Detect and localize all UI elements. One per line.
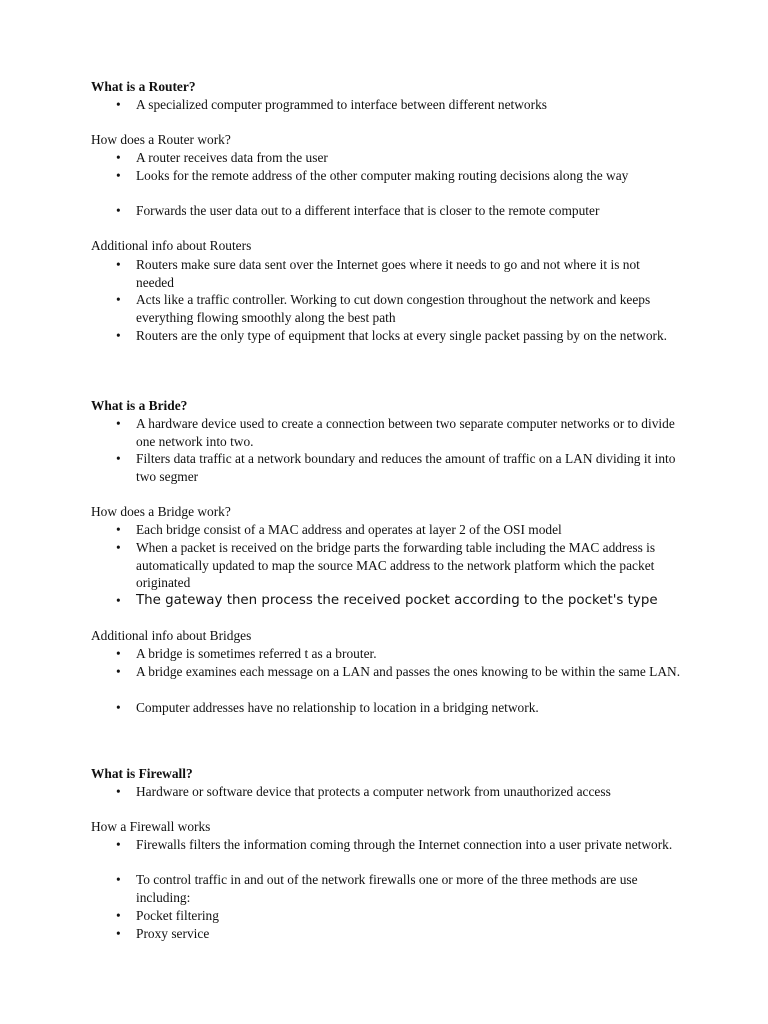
bullet-marker: • (116, 540, 121, 555)
bullet-text: A bridge examines each message on a LAN and passes the ones knowing to be within the same LAN. (136, 664, 681, 679)
bullet-text: Routers are the only type of equipment that locks at every single packet passing by on the network. (136, 328, 668, 343)
bullet-marker: • (116, 257, 121, 272)
bullet-text: Looks for the remote address of the other computer making routing decisions along the way (136, 168, 629, 183)
bullet-text: Firewalls filters the information coming through the Internet connection into a user private network. (136, 837, 673, 852)
bullet-marker: • (116, 203, 121, 218)
bullet-text: Routers make sure data sent over the Internet goes where it needs to go and not where it is not needed (136, 257, 640, 290)
bullet-marker: • (116, 97, 121, 112)
bullet-marker: • (116, 908, 121, 923)
bullet-text: Each bridge consist of a MAC address and operates at layer 2 of the OSI model (136, 522, 562, 537)
bullet-text: Hardware or software device that protects a computer network from unauthorized access (136, 784, 611, 799)
bullet-marker: • (116, 593, 121, 608)
bullet-marker: • (116, 416, 121, 431)
section-heading-bridge-info: Additional info about Bridges (91, 628, 252, 643)
bullet-text: Computer addresses have no relationship to location in a bridging network. (136, 700, 539, 715)
bullet-marker: • (116, 292, 121, 307)
bullet-text: A hardware device used to create a connection between two separate computer networks or to divide one network into two. (136, 416, 675, 449)
bullet-marker: • (116, 784, 121, 799)
bullet-text: A specialized computer programmed to interface between different networks (136, 97, 547, 112)
bullet-marker: • (116, 150, 121, 165)
section-heading-bridge-work: How does a Bridge work? (91, 504, 231, 519)
bullet-marker: • (116, 451, 121, 466)
section-heading-firewall-work: How a Firewall works (91, 819, 211, 834)
bullet-marker: • (116, 328, 121, 343)
bullet-text: Forwards the user data out to a different interface that is closer to the remote computer (136, 203, 600, 218)
bullet-marker: • (116, 522, 121, 537)
section-heading-router: What is a Router? (91, 79, 196, 94)
bullet-text: The gateway then process the received pocket according to the pocket's type (136, 593, 658, 608)
bullet-marker: • (116, 872, 121, 887)
bullet-text: A bridge is sometimes referred t as a brouter. (136, 646, 377, 661)
bullet-marker: • (116, 664, 121, 679)
bullet-text: Pocket filtering (136, 908, 219, 923)
bullet-text: A router receives data from the user (136, 150, 328, 165)
section-heading-bridge: What is a Bride? (91, 398, 188, 413)
bullet-text: Proxy service (136, 926, 210, 941)
section-heading-firewall: What is Firewall? (91, 766, 193, 781)
bullet-text: When a packet is received on the bridge parts the forwarding table including the MAC address is automatically updated to map the source MAC address to the network platform which the packet originated (136, 540, 656, 590)
bullet-marker: • (116, 168, 121, 183)
bullet-text: To control traffic in and out of the network firewalls one or more of the three methods are use including: (136, 872, 638, 905)
bullet-marker: • (116, 926, 121, 941)
bullet-text: Acts like a traffic controller. Working to cut down congestion throughout the network and keeps everything flowing smoothly along the best path (136, 292, 651, 325)
section-heading-router-info: Additional info about Routers (91, 238, 252, 253)
section-heading-router-work: How does a Router work? (91, 132, 231, 147)
bullet-marker: • (116, 837, 121, 852)
bullet-text: Filters data traffic at a network boundary and reduces the amount of traffic on a LAN dividing it into two segmer (136, 451, 676, 484)
bullet-marker: • (116, 646, 121, 661)
bullet-marker: • (116, 700, 121, 715)
